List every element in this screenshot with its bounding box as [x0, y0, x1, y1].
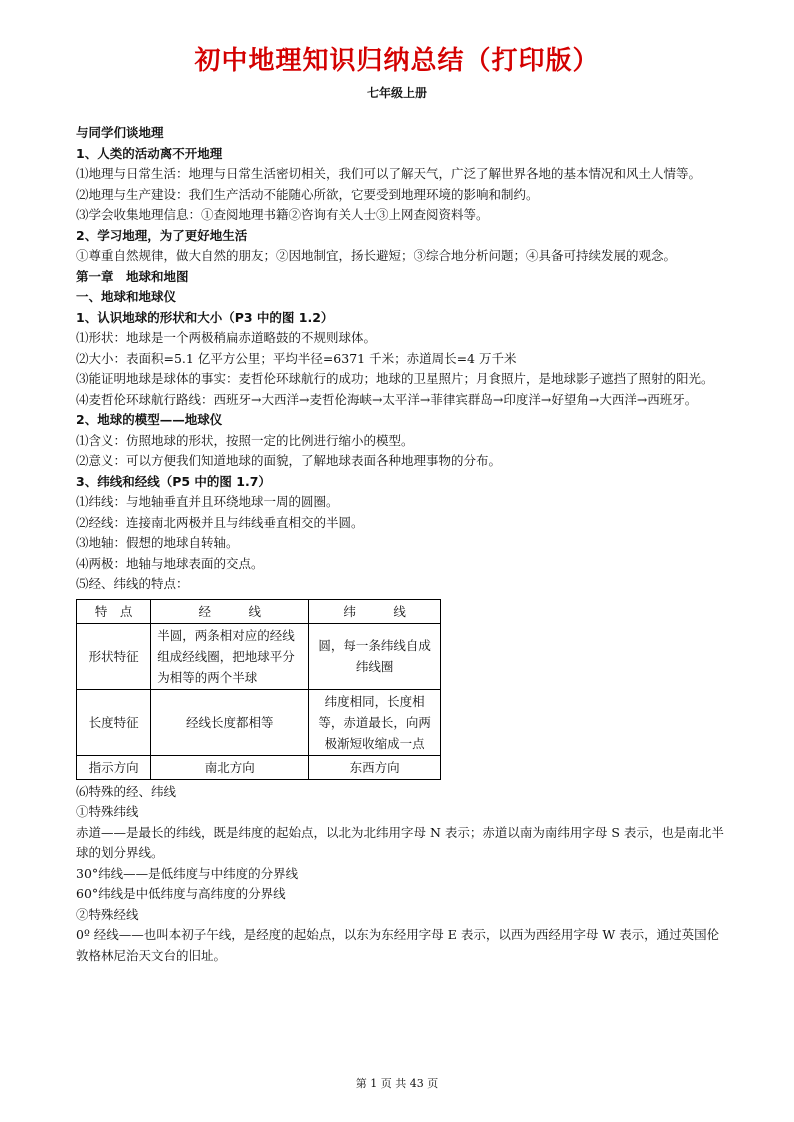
- paragraph-line: ②特殊经线: [76, 906, 139, 922]
- paragraph-line: ⑴地理与日常生活：地理与日常生活密切相关，我们可以了解天气，广泛了解世界各地的基本情况和风土人情等。: [76, 166, 702, 181]
- paragraph-line: 0º 经线——也叫本初子午线，是经度的起始点，以东为东经用字母 E 表示，以西为西经用字母 W 表示，通过英国伦敦格林尼治天文台的旧址。: [76, 927, 720, 963]
- paragraph-line: ①特殊纬线: [76, 804, 139, 819]
- paragraph-line: ⑵经线：连接南北两极并且与纬线垂直相交的半圆。: [76, 514, 364, 530]
- section-heading: 一、地球和地球仪: [76, 289, 177, 304]
- section-heading: 第一章 地球和地图: [76, 268, 189, 284]
- paragraph-line: ⑵大小：表面积=5.1 亿平方公里；平均半径=6371 千米；赤道周长=4 万千米: [76, 350, 517, 366]
- table-header-cell: 特 点: [77, 599, 151, 623]
- text-section-before-table: [76, 123, 724, 595]
- table-row: [77, 689, 441, 755]
- paragraph-line: ⑴纬线：与地轴垂直并且环绕地球一周的圆圈。: [76, 494, 339, 509]
- table-header-row: [77, 599, 441, 623]
- table-cell: 指示方向: [77, 755, 151, 779]
- paragraph-line: ⑶能证明地球是球体的事实：麦哲伦环球航行的成功；地球的卫星照片；月食照片，是地球影子遮挡了照射的阳光。: [76, 371, 714, 386]
- page-footer: 第 1 页 共 43 页: [355, 1077, 439, 1090]
- section-heading: 1、人类的活动离不开地理: [76, 145, 223, 161]
- document-title: 初中地理知识归纳总结（打印版）: [194, 46, 600, 76]
- table-row: [77, 755, 441, 779]
- document-body: [76, 123, 724, 966]
- paragraph-line: 30°纬线——是低纬度与中纬度的分界线: [76, 865, 299, 881]
- table-cell: 半圆，两条相对应的经线组成经线圈，把地球平分为相等的两个半球: [151, 623, 309, 689]
- table-header-cell: 经 线: [151, 599, 309, 623]
- section-heading: 1、认识地球的形状和大小（P3 中的图 1.2）: [76, 309, 334, 325]
- paragraph-line: ⑴含义：仿照地球的形状，按照一定的比例进行缩小的模型。: [76, 432, 414, 448]
- paragraph-line: ⑸经、纬线的特点：: [76, 576, 189, 591]
- section-heading: 2、地球的模型——地球仪: [76, 412, 223, 427]
- table-cell: 长度特征: [77, 689, 151, 755]
- table-cell: 经线长度都相等: [151, 689, 309, 755]
- section-heading: 2、学习地理，为了更好地生活: [76, 227, 248, 243]
- text-section-after-table: [76, 782, 724, 967]
- table-cell: 圆，每一条纬线自成纬线圈: [309, 623, 441, 689]
- paragraph-line: ⑶地轴：假想的地球自转轴。: [76, 535, 239, 550]
- document-subtitle: 七年级上册: [366, 86, 427, 100]
- paragraph-line: ⑵意义：可以方便我们知道地球的面貌，了解地球表面各种地理事物的分布。: [76, 453, 502, 468]
- paragraph-line: ⑵地理与生产建设：我们生产活动不能随心所欲，它要受到地理环境的影响和制约。: [76, 186, 539, 202]
- paragraph-line: ①尊重自然规律，做大自然的朋友；②因地制宜，扬长避短；③综合地分析问题；④具备可持续发展的观念。: [76, 248, 677, 263]
- paragraph-line: ⑷麦哲伦环球航行路线：西班牙→大西洋→麦哲伦海峡→太平洋→菲律宾群岛→印度洋→好望角→大西洋→西班牙。: [76, 391, 698, 407]
- section-heading: 与同学们谈地理: [76, 125, 164, 140]
- paragraph-line: ⑹特殊的经、纬线: [76, 783, 177, 799]
- table-cell: 东西方向: [309, 755, 441, 779]
- table-cell: 形状特征: [77, 623, 151, 689]
- paragraph-line: ⑷两极：地轴与地球表面的交点。: [76, 555, 264, 571]
- table-cell: 南北方向: [151, 755, 309, 779]
- paragraph-line: ⑴形状：地球是一个两极稍扁赤道略鼓的不规则球体。: [76, 330, 377, 345]
- table-header-cell: 纬 线: [309, 599, 441, 623]
- paragraph-line: 赤道——是最长的纬线，既是纬度的起始点，以北为北纬用字母 N 表示；赤道以南为南纬用字母 S 表示，也是南北半球的划分界线。: [76, 824, 724, 860]
- section-heading: 3、纬线和经线（P5 中的图 1.7）: [76, 473, 271, 489]
- meridian-parallel-table: [76, 599, 441, 780]
- table-row: [77, 623, 441, 689]
- table-cell: 纬度相同，长度相等，赤道最长，向两极渐短收缩成一点: [309, 689, 441, 755]
- paragraph-line: ⑶学会收集地理信息：①查阅地理书籍②咨询有关人士③上网查阅资料等。: [76, 207, 489, 222]
- paragraph-line: 60°纬线是中低纬度与高纬度的分界线: [76, 886, 286, 901]
